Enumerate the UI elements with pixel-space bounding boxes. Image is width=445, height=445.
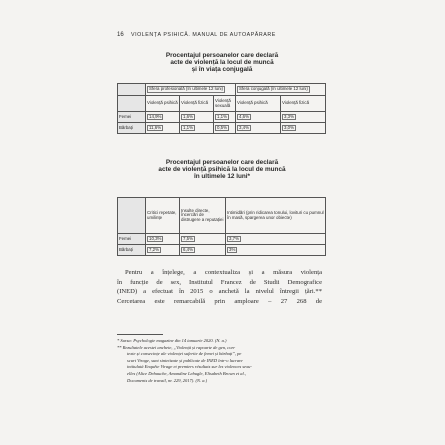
running-title: VIOLENȚA PSIHICĂ. MANUAL DE AUTOAPĂRARE — [131, 32, 276, 38]
footnote-line: intitulată Enquête Virage et premiers résultats sur les violences sexu- — [127, 364, 252, 370]
footnote-line: * Sursa: Psychologie magazine din 14 ianuarie 2020. (N. a.) — [117, 338, 227, 343]
footnote-divider — [117, 334, 163, 335]
table2-caption: Procentajul persoanelor care declară acte de violență psihică la locul de muncă în ultimele 12 luni* — [158, 159, 286, 180]
body-line: Cercetarea este remarcabilă prin amploare – 27 268 de — [117, 297, 322, 305]
table-cell: 6,4% — [180, 245, 226, 256]
table2-header-row — [118, 198, 326, 234]
table1 — [117, 83, 326, 134]
footnote-line: texte și consecințe ale violenței suferite de femei și bărbați”, pe — [127, 351, 242, 357]
footnote-line: Documents de travail, nr. 229, 2017). (N. a.) — [127, 377, 208, 383]
table1-col-header: Violență psihică — [236, 96, 281, 112]
row-label: Bărbați — [118, 245, 146, 256]
table1-col-header: Violență fizică — [180, 96, 214, 112]
table1-col-header: Violență sexuală — [214, 96, 236, 112]
table-cell: 0,5% — [214, 123, 236, 134]
table-row — [118, 234, 326, 245]
table-cell: 3,0% — [281, 123, 326, 134]
body-line: (INED) a efectuat în 2015 o anchetă la nivelul întregii țări.** — [117, 288, 322, 296]
table1-group-conjugal: Sfera conjugală (în ultimele 12 luni) — [236, 84, 326, 96]
body-paragraph — [117, 268, 322, 306]
table-cell: 4,6% — [236, 112, 281, 123]
table-cell: 3,7% — [226, 234, 326, 245]
footnote-line: elles (Alice Debauche, Amandine Lebugle, Elisabeth Brown et al., — [127, 370, 246, 376]
table-row — [118, 112, 326, 123]
table-cell: 7,5% — [180, 234, 226, 245]
row-label: Bărbați — [118, 123, 146, 134]
body-line: în funcție de sex, Institutul Francez de Studii Demografice — [117, 278, 322, 286]
row-label: Femei — [118, 234, 146, 245]
page-header — [117, 32, 327, 42]
table1-caption: Procentajul persoanelor care declară acte de violență la locul de muncă și în viața conjugală — [165, 52, 279, 73]
table1-col-header: Violență fizică — [281, 96, 326, 112]
table-cell: 11,6% — [146, 123, 180, 134]
table-row — [118, 123, 326, 134]
page-number: 16 — [117, 32, 124, 38]
table-cell: 3,4% — [236, 123, 281, 134]
table1-group-professional: Sfera profesională (în ultimele 12 luni) — [146, 84, 236, 96]
table1-col-header: Violență psihică — [146, 96, 180, 112]
table2-col-header: Intimidări (prin ridicarea tonului, lovituri cu pumnul în masă, spargerea unor obiecte) — [226, 198, 326, 234]
table-cell: 14,9% — [146, 112, 180, 123]
footnotes — [117, 338, 317, 384]
row-label: Femei — [118, 112, 146, 123]
table-cell: 7,2% — [146, 245, 180, 256]
table-cell: 1,6% — [180, 112, 214, 123]
table2 — [117, 197, 326, 256]
table1-header-row — [118, 96, 326, 112]
body-line: Pentru a înțelege, a contextualiza și a măsura violența — [125, 269, 322, 276]
table-cell: 1,1% — [214, 112, 236, 123]
footnote-line: scurt Virage, sunt sintetizate și publicate de INED într-o lucrare — [127, 357, 243, 363]
table-row — [118, 245, 326, 256]
table1-group-row — [118, 84, 326, 96]
table-cell: 3% — [226, 245, 326, 256]
table-cell: 3,3% — [281, 112, 326, 123]
table2-col-header: Insulte directe, încercări de distrugere a reputației — [180, 198, 226, 234]
footnote-line: ** Rezultatele acestei anchete, „Violență și rapoarte de gen, con- — [117, 344, 236, 350]
table-cell: 10,3% — [146, 234, 180, 245]
table2-col-header: Critici repetate, umilințe — [146, 198, 180, 234]
table-cell: 1,1% — [180, 123, 214, 134]
